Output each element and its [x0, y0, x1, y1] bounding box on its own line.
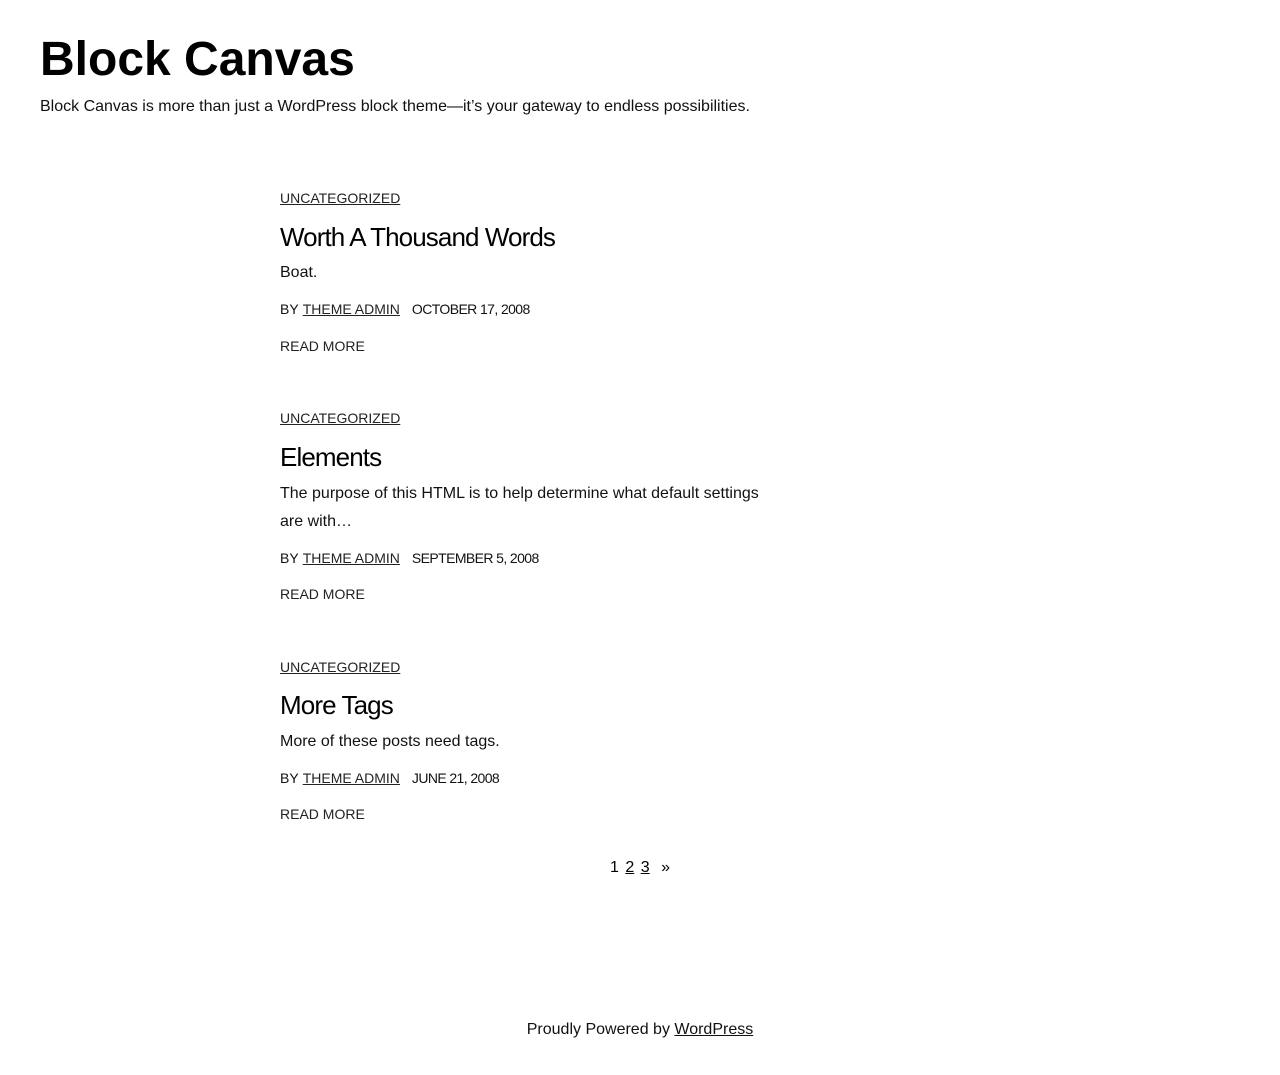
- site-title[interactable]: Block Canvas: [40, 33, 355, 86]
- footer-text: Proudly Powered by: [526, 1021, 670, 1038]
- read-more-link[interactable]: READ MORE: [280, 806, 365, 822]
- post-date: JUNE 21, 2008: [411, 770, 500, 786]
- pagination-page-3[interactable]: 3: [640, 859, 650, 876]
- post-author-link[interactable]: THEME ADMIN: [302, 550, 400, 566]
- read-more-link[interactable]: READ MORE: [280, 586, 365, 602]
- post-category-link[interactable]: UNCATEGORIZED: [280, 410, 401, 426]
- post-meta: [280, 301, 530, 317]
- site-tagline: Block Canvas is more than just a WordPress block theme—it’s your gateway to endless possibilities.: [40, 98, 750, 115]
- post-date: SEPTEMBER 5, 2008: [411, 550, 539, 566]
- pagination-page-2[interactable]: 2: [625, 859, 635, 876]
- read-more-link[interactable]: READ MORE: [280, 338, 365, 354]
- post-category-link[interactable]: UNCATEGORIZED: [280, 659, 401, 675]
- pagination-current-page: 1: [610, 859, 619, 876]
- site-header: [40, 32, 1240, 117]
- post-excerpt: Boat.: [280, 264, 318, 281]
- post-meta: [280, 770, 499, 786]
- post-excerpt: The purpose of this HTML is to help determine what default settings are with…: [280, 485, 759, 530]
- post-author-link[interactable]: THEME ADMIN: [302, 770, 400, 786]
- post-byline-label: BY: [280, 301, 299, 317]
- post-title[interactable]: More Tags: [280, 690, 393, 720]
- post-byline-label: BY: [280, 550, 299, 566]
- pagination: [0, 858, 1280, 878]
- site-footer: [0, 1020, 1280, 1040]
- post-category-link[interactable]: UNCATEGORIZED: [280, 190, 401, 206]
- post-title[interactable]: Worth A Thousand Words: [280, 222, 556, 252]
- pagination-next-link[interactable]: »: [661, 859, 670, 876]
- post-date: OCTOBER 17, 2008: [411, 301, 530, 317]
- footer-wordpress-link[interactable]: WordPress: [674, 1021, 754, 1038]
- post-title[interactable]: Elements: [280, 442, 382, 472]
- post-byline-label: BY: [280, 770, 299, 786]
- post-excerpt: More of these posts need tags.: [280, 733, 500, 750]
- post-meta: [280, 550, 539, 566]
- post-author-link[interactable]: THEME ADMIN: [302, 301, 400, 317]
